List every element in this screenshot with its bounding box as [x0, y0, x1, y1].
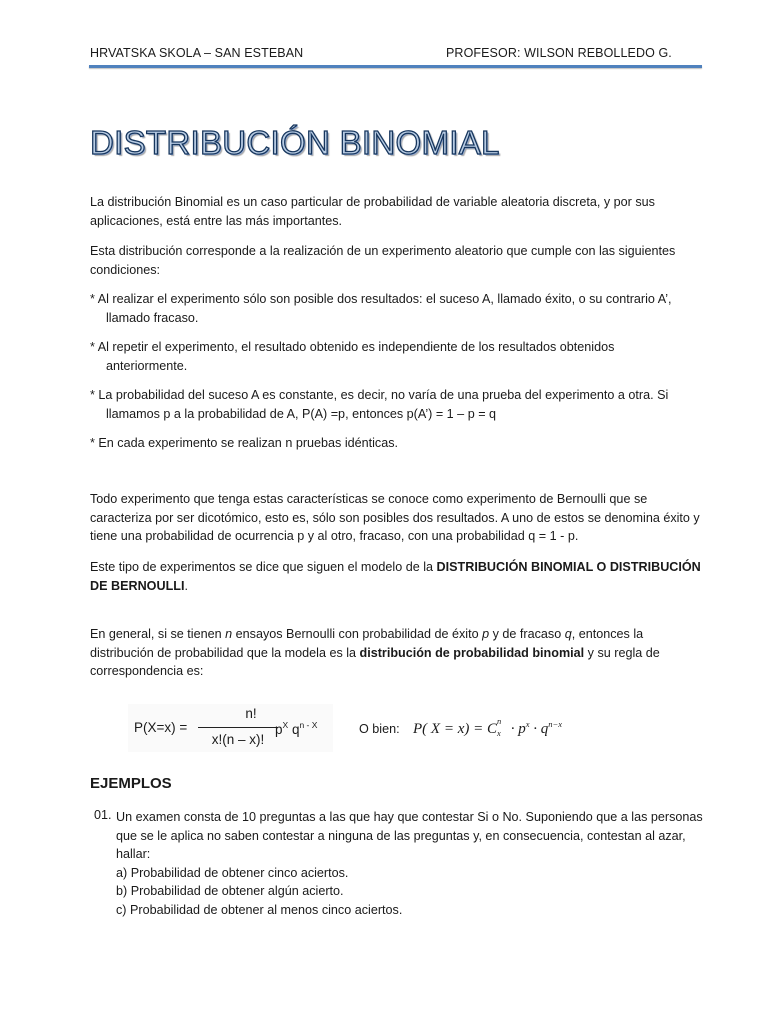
- general-text-4: , entonces la distribución de probabilidad que la modela es la: [90, 627, 644, 660]
- example-1-item-b: b) Probabilidad de obtener algún acierto.: [116, 884, 344, 898]
- formula-numerator: n!: [245, 706, 257, 721]
- condition-bullet-4: [90, 434, 710, 453]
- formula-alt-p-exp: x: [525, 719, 530, 729]
- bullet-3-line-2: llamamos p a la probabilidad de A, P(A) =p, entonces p(A’) = 1 – p = q: [106, 406, 497, 421]
- formula-powers: [275, 720, 317, 737]
- formula-alt-q: · q: [529, 721, 549, 737]
- model-text: Este tipo de experimentos se dice que siguen el modelo de la: [90, 560, 437, 574]
- example-1-line-2: que se le aplica no saben contestar a ninguna de las preguntas y, en consecuencia, contestan al azar,: [116, 828, 686, 843]
- bullet-2-line-1: * Al repetir el experimento, el resultado obtenido es independiente de los resultados obtenidos: [90, 340, 615, 354]
- formula-alt-label: O bien:: [359, 722, 400, 736]
- formula-q-exponent: n - X: [299, 720, 318, 730]
- model-name: DISTRIBUCIÓN BINOMIAL O DISTRIBUCIÓN DE BERNOULLI: [90, 560, 701, 593]
- general-bold-term: distribución de probabilidad binomial: [359, 645, 585, 660]
- example-1-item-c: c) Probabilidad de obtener al menos cinco aciertos.: [116, 902, 403, 917]
- condition-bullet-1: [90, 290, 710, 327]
- bullet-4-line-1: * En cada experimento se realizan n pruebas idénticas.: [90, 436, 399, 450]
- general-text-5: y su regla de correspondencia es:: [90, 645, 660, 678]
- document-title: DISTRIBUCIÓN BINOMIAL: [90, 124, 500, 161]
- general-var-p: p: [482, 627, 490, 641]
- bullet-2-line-2: anteriormente.: [106, 358, 188, 373]
- general-text-2: ensayos Bernoulli con probabilidad de éxito: [232, 627, 483, 641]
- general-var-n: n: [225, 627, 233, 641]
- formula-p: p: [275, 722, 283, 737]
- general-var-q: q: [564, 627, 572, 641]
- intro-paragraph-1: La distribución Binomial es un caso particular de probabilidad de variable aleatoria discreta, y por sus aplicaciones, está entre las más importantes.: [90, 195, 655, 228]
- header-rule: [89, 65, 702, 68]
- formula-alt-c-sup: n: [496, 715, 502, 726]
- general-paragraph: [90, 625, 702, 681]
- binomial-formula-image: [128, 704, 333, 752]
- condition-bullet-3: [90, 386, 710, 423]
- condition-bullet-2: [90, 338, 710, 375]
- example-1-body: [116, 808, 706, 919]
- model-end: .: [184, 578, 188, 593]
- header-school: HRVATSKA SKOLA – SAN ESTEBAN: [90, 46, 304, 60]
- bullet-1-line-2: llamado fracaso.: [106, 310, 199, 325]
- example-1-line-1: Un examen consta de 10 preguntas a las que hay que contestar Si o No. Suponiendo que a las personas: [116, 810, 703, 824]
- formula-fraction-bar: [198, 727, 278, 728]
- general-text-1: En general, si se tienen: [90, 627, 226, 641]
- example-1-number: 01.: [94, 808, 112, 822]
- example-1-item-a: a) Probabilidad de obtener cinco aciertos.: [116, 865, 349, 880]
- general-text-3: y de fracaso: [489, 627, 565, 641]
- example-1-line-3: hallar:: [116, 847, 151, 861]
- formula-alt-lhs: P( X = x) = C: [413, 721, 497, 737]
- formula-lhs: P(X=x) =: [134, 720, 188, 735]
- formula-alt-c-sub: x: [496, 727, 501, 738]
- intro-paragraph-2: Esta distribución corresponde a la realización de un experimento aleatorio que cumple con las siguientes condiciones:: [90, 244, 676, 277]
- formula-alt-p: · p: [506, 721, 526, 737]
- header-professor: PROFESOR: WILSON REBOLLEDO G.: [446, 46, 672, 60]
- formula-p-exponent: X: [282, 720, 289, 730]
- formula-q: q: [291, 722, 300, 737]
- binomial-formula-alt: [413, 715, 563, 738]
- formula-denominator: x!(n – x)!: [211, 732, 265, 747]
- bullet-3-line-1: * La probabilidad del suceso A es constante, es decir, no varía de una prueba del experimento a otra. Si: [90, 388, 669, 402]
- bullet-1-line-1: * Al realizar el experimento sólo son posible dos resultados: el suceso A, llamado éxito, o su contrario A’,: [90, 292, 672, 306]
- examples-heading: EJEMPLOS: [90, 775, 172, 792]
- formula-alt-q-exp: n−x: [548, 719, 563, 729]
- bernoulli-paragraph: Todo experimento que tenga estas características se conoce como experimento de Bernoulli que se caracteriza por ser dicotómico, esto es, sólo son posibles dos resultados. A uno de estos se denomina éxito y tiene una probabilidad de ocurrencia p y al otro, fracaso, con una probabilidad q = 1 - p.: [90, 492, 700, 543]
- formula-alt-c-indices: [496, 715, 507, 738]
- model-paragraph: [90, 558, 702, 595]
